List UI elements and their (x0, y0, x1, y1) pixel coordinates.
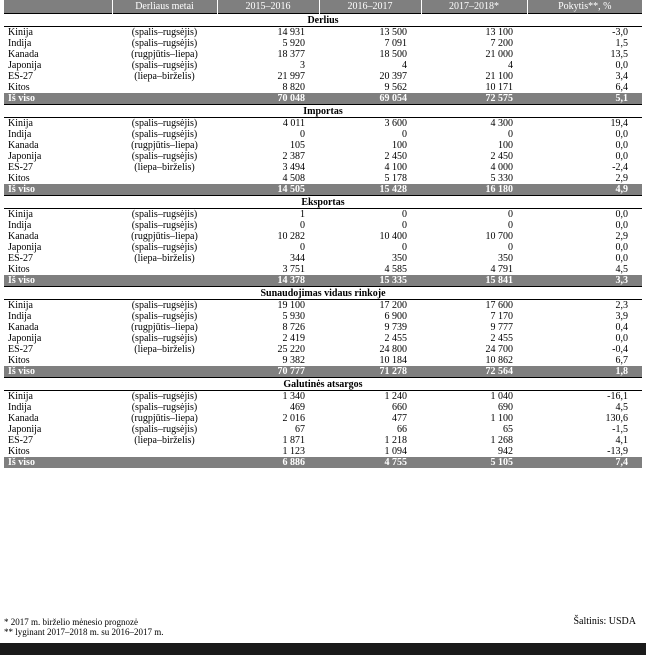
row-season (112, 446, 217, 457)
row-value-2017-2018: 1 268 (490, 435, 513, 446)
header-cell: Pokytis**, % (527, 0, 642, 14)
table-row (4, 27, 642, 39)
row-value-2015-2016: 8 726 (282, 322, 305, 333)
row-value-2017-2018: 21 100 (485, 71, 513, 82)
row-country: Kanada (8, 140, 39, 151)
total-value-2015-2016: 14 378 (217, 275, 319, 287)
total-season-empty (112, 457, 217, 468)
row-change-percent: 6,7 (615, 355, 628, 366)
row-value-2017-2018: 0 (508, 209, 513, 220)
total-value-2015-2016: 70 777 (217, 366, 319, 378)
table-row (4, 355, 642, 366)
table-row (4, 264, 642, 275)
footnote: * 2017 m. birželio mėnesio prognozė (4, 617, 138, 627)
footnote: ** lyginant 2017–2018 m. su 2016–2017 m. (4, 627, 164, 637)
table-row (4, 424, 642, 435)
table-row (4, 140, 642, 151)
row-season: (spalis–rugsėjis) (131, 38, 198, 49)
total-change-percent: 1,8 (527, 366, 642, 378)
total-label: Iš viso (4, 366, 112, 378)
row-country: Kinija (8, 300, 33, 311)
row-season: (rugpjūtis–liepa) (131, 49, 198, 60)
row-country: Japonija (8, 242, 42, 253)
row-value-2015-2016: 9 382 (282, 355, 305, 366)
table-row (4, 71, 642, 82)
header-cell (4, 0, 112, 14)
row-change-percent: 2,3 (615, 300, 628, 311)
row-country: Kitos (8, 173, 30, 184)
row-value-2015-2016: 19 100 (277, 300, 305, 311)
table-row (4, 49, 642, 60)
row-change-percent: 4,1 (615, 435, 628, 446)
total-change-percent: 5,1 (527, 93, 642, 105)
total-row (4, 457, 642, 468)
row-season: (spalis–rugsėjis) (131, 333, 198, 344)
row-country: Kinija (8, 118, 33, 129)
row-value-2015-2016: 2 419 (282, 333, 305, 344)
row-value-2016-2017: 6 900 (384, 311, 407, 322)
table-row (4, 402, 642, 413)
row-value-2016-2017: 66 (397, 424, 407, 435)
table-row (4, 129, 642, 140)
row-value-2016-2017: 24 800 (379, 344, 407, 355)
row-value-2016-2017: 0 (402, 242, 407, 253)
section-title: Importas (4, 105, 642, 118)
row-value-2015-2016: 21 997 (277, 71, 305, 82)
row-change-percent: 0,0 (615, 151, 628, 162)
row-country: Kitos (8, 355, 30, 366)
row-value-2016-2017: 1 240 (384, 391, 407, 402)
row-value-2015-2016: 4 508 (282, 173, 305, 184)
row-change-percent: 19,4 (610, 118, 628, 129)
row-value-2015-2016: 0 (300, 242, 305, 253)
row-value-2017-2018: 0 (508, 220, 513, 231)
row-value-2017-2018: 21 000 (485, 49, 513, 60)
table-row (4, 151, 642, 162)
row-value-2015-2016: 2 016 (282, 413, 305, 424)
row-value-2016-2017: 660 (392, 402, 407, 413)
footnotes (4, 617, 642, 637)
row-value-2016-2017: 0 (402, 209, 407, 220)
total-season-empty (112, 184, 217, 196)
row-value-2016-2017: 3 600 (384, 118, 407, 129)
row-country: Kinija (8, 27, 33, 38)
row-value-2015-2016: 2 387 (282, 151, 305, 162)
row-country: ES-27 (8, 162, 33, 173)
table-row (4, 60, 642, 71)
row-change-percent: 0,0 (615, 60, 628, 71)
total-value-2015-2016: 70 048 (217, 93, 319, 105)
header-cell: 2016–2017 (319, 0, 421, 14)
row-value-2017-2018: 1 100 (490, 413, 513, 424)
row-value-2016-2017: 13 500 (379, 27, 407, 38)
row-change-percent: 3,4 (615, 71, 628, 82)
table-body (4, 14, 642, 469)
row-season: (liepa–birželis) (134, 344, 195, 355)
row-value-2016-2017: 10 400 (379, 231, 407, 242)
total-value-2017-2018: 16 180 (421, 184, 527, 196)
row-value-2015-2016: 14 931 (277, 27, 305, 38)
row-value-2017-2018: 942 (498, 446, 513, 457)
row-country: Kinija (8, 209, 33, 220)
row-change-percent: 0,0 (615, 129, 628, 140)
row-season: (spalis–rugsėjis) (131, 209, 198, 220)
total-value-2015-2016: 6 886 (217, 457, 319, 468)
row-season: (spalis–rugsėjis) (131, 129, 198, 140)
row-country: Indija (8, 38, 32, 49)
total-value-2016-2017: 69 054 (319, 93, 421, 105)
total-value-2015-2016: 14 505 (217, 184, 319, 196)
total-season-empty (112, 275, 217, 287)
table-row (4, 413, 642, 424)
row-value-2015-2016: 1 340 (282, 391, 305, 402)
header-cell: Derliaus metai (112, 0, 217, 14)
total-value-2017-2018: 72 564 (421, 366, 527, 378)
row-country: ES-27 (8, 435, 33, 446)
row-change-percent: 0,0 (615, 333, 628, 344)
row-value-2016-2017: 477 (392, 413, 407, 424)
row-season: (spalis–rugsėjis) (131, 391, 198, 402)
total-row (4, 275, 642, 287)
bottom-band (0, 643, 646, 655)
row-value-2016-2017: 100 (392, 140, 407, 151)
row-value-2015-2016: 344 (290, 253, 305, 264)
row-season: (spalis–rugsėjis) (131, 300, 198, 311)
row-value-2016-2017: 18 500 (379, 49, 407, 60)
row-season: (spalis–rugsėjis) (131, 151, 198, 162)
row-season: (spalis–rugsėjis) (131, 311, 198, 322)
row-season: (rugpjūtis–liepa) (131, 231, 198, 242)
row-value-2017-2018: 4 000 (490, 162, 513, 173)
row-change-percent: -2,4 (612, 162, 628, 173)
table-row (4, 311, 642, 322)
row-season (112, 173, 217, 184)
row-change-percent: 0,0 (615, 253, 628, 264)
header-cell: 2015–2016 (217, 0, 319, 14)
total-value-2016-2017: 15 428 (319, 184, 421, 196)
total-change-percent: 7,4 (527, 457, 642, 468)
row-value-2016-2017: 4 (402, 60, 407, 71)
total-change-percent: 3,3 (527, 275, 642, 287)
row-value-2015-2016: 0 (300, 129, 305, 140)
table-row (4, 435, 642, 446)
row-country: Japonija (8, 333, 42, 344)
row-value-2015-2016: 4 011 (282, 118, 305, 129)
row-value-2017-2018: 2 450 (490, 151, 513, 162)
row-value-2017-2018: 0 (508, 129, 513, 140)
row-value-2015-2016: 3 494 (282, 162, 305, 173)
row-value-2015-2016: 10 282 (277, 231, 305, 242)
total-label: Iš viso (4, 184, 112, 196)
row-season: (spalis–rugsėjis) (131, 402, 198, 413)
row-country: ES-27 (8, 344, 33, 355)
row-country: Kanada (8, 322, 39, 333)
row-value-2017-2018: 13 100 (485, 27, 513, 38)
row-value-2015-2016: 1 (300, 209, 305, 220)
total-value-2017-2018: 72 575 (421, 93, 527, 105)
section-title: Sunaudojimas vidaus rinkoje (4, 287, 642, 300)
row-value-2016-2017: 7 091 (384, 38, 407, 49)
row-value-2016-2017: 0 (402, 129, 407, 140)
total-row (4, 366, 642, 378)
row-value-2015-2016: 3 751 (282, 264, 305, 275)
row-change-percent: 13,5 (610, 49, 628, 60)
row-season: (spalis–rugsėjis) (131, 242, 198, 253)
total-label: Iš viso (4, 275, 112, 287)
section-header (4, 287, 642, 300)
row-season: (liepa–birželis) (134, 71, 195, 82)
row-season: (spalis–rugsėjis) (131, 118, 198, 129)
row-change-percent: 4,5 (615, 402, 628, 413)
row-season: (rugpjūtis–liepa) (131, 413, 198, 424)
row-value-2015-2016: 105 (290, 140, 305, 151)
row-season (112, 264, 217, 275)
row-value-2017-2018: 690 (498, 402, 513, 413)
table-row (4, 446, 642, 457)
row-season: (spalis–rugsėjis) (131, 60, 198, 71)
row-change-percent: 2,9 (615, 173, 628, 184)
section-header (4, 378, 642, 391)
row-country: Japonija (8, 424, 42, 435)
row-country: Kanada (8, 413, 39, 424)
row-value-2017-2018: 10 700 (485, 231, 513, 242)
row-country: Kitos (8, 264, 30, 275)
section-title: Derlius (4, 14, 642, 27)
row-value-2015-2016: 8 820 (282, 82, 305, 93)
row-value-2015-2016: 469 (290, 402, 305, 413)
row-value-2017-2018: 0 (508, 242, 513, 253)
row-change-percent: -1,5 (612, 424, 628, 435)
table-row (4, 209, 642, 221)
row-value-2016-2017: 350 (392, 253, 407, 264)
row-value-2017-2018: 4 300 (490, 118, 513, 129)
row-change-percent: 0,4 (615, 322, 628, 333)
row-country: Kitos (8, 446, 30, 457)
row-country: Japonija (8, 60, 42, 71)
row-change-percent: 0,0 (615, 140, 628, 151)
row-change-percent: 0,0 (615, 209, 628, 220)
row-value-2015-2016: 25 220 (277, 344, 305, 355)
row-value-2016-2017: 2 450 (384, 151, 407, 162)
table-row (4, 118, 642, 130)
row-change-percent: -3,0 (612, 27, 628, 38)
row-value-2016-2017: 9 739 (384, 322, 407, 333)
section-title: Eksportas (4, 196, 642, 209)
total-season-empty (112, 93, 217, 105)
row-country: Japonija (8, 151, 42, 162)
row-change-percent: 0,0 (615, 220, 628, 231)
row-country: Indija (8, 129, 32, 140)
row-season: (spalis–rugsėjis) (131, 27, 198, 38)
row-season (112, 355, 217, 366)
row-season: (liepa–birželis) (134, 162, 195, 173)
row-country: Kinija (8, 391, 33, 402)
total-value-2017-2018: 15 841 (421, 275, 527, 287)
row-season: (rugpjūtis–liepa) (131, 140, 198, 151)
total-row (4, 184, 642, 196)
row-value-2017-2018: 7 170 (490, 311, 513, 322)
row-value-2017-2018: 5 330 (490, 173, 513, 184)
row-value-2015-2016: 5 930 (282, 311, 305, 322)
row-value-2016-2017: 4 100 (384, 162, 407, 173)
header-cell: 2017–2018* (421, 0, 527, 14)
table-row (4, 38, 642, 49)
row-value-2017-2018: 65 (503, 424, 513, 435)
row-change-percent: 1,5 (615, 38, 628, 49)
row-value-2016-2017: 0 (402, 220, 407, 231)
row-country: Indija (8, 311, 32, 322)
section-header (4, 105, 642, 118)
row-change-percent: -16,1 (607, 391, 628, 402)
row-season: (spalis–rugsėjis) (131, 220, 198, 231)
row-change-percent: -0,4 (612, 344, 628, 355)
row-country: ES-27 (8, 71, 33, 82)
table-row (4, 231, 642, 242)
row-country: ES-27 (8, 253, 33, 264)
row-value-2017-2018: 9 777 (490, 322, 513, 333)
total-season-empty (112, 366, 217, 378)
total-value-2016-2017: 71 278 (319, 366, 421, 378)
row-value-2015-2016: 1 871 (282, 435, 305, 446)
row-country: Indija (8, 220, 32, 231)
row-change-percent: 2,9 (615, 231, 628, 242)
table-row (4, 220, 642, 231)
row-value-2015-2016: 3 (300, 60, 305, 71)
row-value-2016-2017: 1 094 (384, 446, 407, 457)
table-row (4, 322, 642, 333)
table-row (4, 162, 642, 173)
row-value-2016-2017: 20 397 (379, 71, 407, 82)
row-value-2017-2018: 4 791 (490, 264, 513, 275)
row-value-2017-2018: 17 600 (485, 300, 513, 311)
row-value-2016-2017: 17 200 (379, 300, 407, 311)
section-header (4, 14, 642, 27)
row-season: (spalis–rugsėjis) (131, 424, 198, 435)
row-value-2015-2016: 1 123 (282, 446, 305, 457)
total-change-percent: 4,9 (527, 184, 642, 196)
row-season: (liepa–birželis) (134, 253, 195, 264)
row-country: Kitos (8, 82, 30, 93)
row-change-percent: 130,6 (605, 413, 628, 424)
table-row (4, 82, 642, 93)
row-change-percent: 6,4 (615, 82, 628, 93)
row-value-2016-2017: 4 585 (384, 264, 407, 275)
table-row (4, 344, 642, 355)
row-value-2017-2018: 10 171 (485, 82, 513, 93)
table-row (4, 253, 642, 264)
row-value-2016-2017: 2 455 (384, 333, 407, 344)
total-label: Iš viso (4, 457, 112, 468)
total-row (4, 93, 642, 105)
row-value-2017-2018: 24 700 (485, 344, 513, 355)
total-value-2016-2017: 4 755 (319, 457, 421, 468)
table-row (4, 391, 642, 403)
data-table (4, 0, 642, 468)
total-value-2016-2017: 15 335 (319, 275, 421, 287)
row-country: Kanada (8, 49, 39, 60)
total-label: Iš viso (4, 93, 112, 105)
row-value-2017-2018: 10 862 (485, 355, 513, 366)
row-change-percent: 3,9 (615, 311, 628, 322)
row-value-2015-2016: 5 920 (282, 38, 305, 49)
section-header (4, 196, 642, 209)
row-value-2016-2017: 9 562 (384, 82, 407, 93)
table-row (4, 333, 642, 344)
row-value-2016-2017: 5 178 (384, 173, 407, 184)
table-header (4, 0, 642, 14)
row-value-2015-2016: 0 (300, 220, 305, 231)
row-value-2015-2016: 67 (295, 424, 305, 435)
row-country: Indija (8, 402, 32, 413)
source-note: Šaltinis: USDA (573, 616, 636, 627)
table-row (4, 173, 642, 184)
table-row (4, 242, 642, 253)
row-change-percent: 0,0 (615, 242, 628, 253)
row-season: (rugpjūtis–liepa) (131, 322, 198, 333)
row-value-2017-2018: 350 (498, 253, 513, 264)
row-value-2017-2018: 4 (508, 60, 513, 71)
total-value-2017-2018: 5 105 (421, 457, 527, 468)
row-change-percent: 4,5 (615, 264, 628, 275)
row-season: (liepa–birželis) (134, 435, 195, 446)
row-change-percent: -13,9 (607, 446, 628, 457)
row-value-2015-2016: 18 377 (277, 49, 305, 60)
row-value-2017-2018: 7 200 (490, 38, 513, 49)
row-value-2016-2017: 1 218 (384, 435, 407, 446)
row-value-2017-2018: 100 (498, 140, 513, 151)
row-country: Kanada (8, 231, 39, 242)
section-title: Galutinės atsargos (4, 378, 642, 391)
row-value-2017-2018: 1 040 (490, 391, 513, 402)
row-value-2017-2018: 2 455 (490, 333, 513, 344)
row-value-2016-2017: 10 184 (379, 355, 407, 366)
row-season (112, 82, 217, 93)
table-row (4, 300, 642, 312)
